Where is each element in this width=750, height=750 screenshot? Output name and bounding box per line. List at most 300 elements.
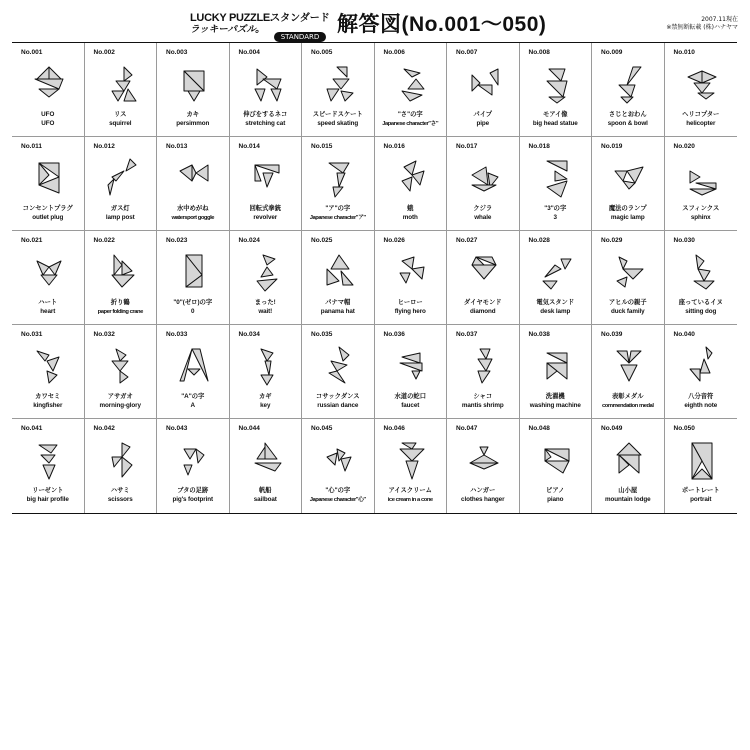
ufo-figure: [33, 63, 65, 107]
puzzle-name-en: desk lamp: [540, 308, 571, 315]
puzzle-cell: [665, 419, 738, 513]
puzzle-number: No.033: [166, 331, 188, 338]
tangram-piece: [400, 273, 410, 283]
tangram-piece: [561, 259, 571, 269]
page-meta: [666, 16, 738, 32]
tangram-piece: [694, 83, 710, 93]
tangram-piece: [35, 79, 63, 89]
puzzle-number: No.026: [383, 237, 405, 244]
puzzle-name-en: morning-glory: [99, 402, 141, 409]
hanger-figure: [468, 439, 500, 483]
puzzle-name-en: stretching cat: [245, 120, 286, 127]
tangram-piece: [124, 89, 136, 101]
tangram-piece: [690, 171, 700, 183]
tangram-piece: [257, 279, 277, 291]
mantis-shrimp-figure: [468, 345, 500, 389]
tangram-piece: [706, 347, 712, 359]
tangram-piece: [43, 465, 55, 479]
letter-a-figure: [178, 345, 210, 389]
puzzle-cell: [302, 137, 375, 231]
tangram-piece: [472, 75, 480, 91]
number-3-figure: [541, 157, 573, 201]
puzzle-cell: [12, 137, 85, 231]
puzzle-name-en: flying hero: [394, 308, 426, 315]
puzzle-number: No.014: [238, 143, 260, 150]
puzzle-cell: [302, 231, 375, 325]
pig-footprint-figure: [178, 439, 210, 483]
tangram-piece: [333, 79, 349, 89]
puzzle-name-en: sailboat: [253, 496, 277, 503]
big-hair-figure: [33, 439, 65, 483]
tangram-piece: [263, 173, 273, 187]
puzzle-name-en: ice cream in a cone: [387, 497, 433, 503]
outlet-plug-figure: [33, 157, 65, 201]
tangram-piece: [490, 69, 498, 85]
puzzle-name-en: 0: [191, 308, 195, 315]
tangram-piece: [337, 173, 345, 187]
puzzle-number: No.018: [528, 143, 550, 150]
mountain-lodge-figure: [613, 439, 645, 483]
number-0-figure: [178, 251, 210, 295]
tangram-piece: [39, 445, 57, 453]
wait-figure: [251, 251, 283, 295]
puzzle-name-jp: "3"の字: [544, 205, 567, 212]
puzzle-name-en: watersport goggle: [171, 215, 215, 221]
puzzle-number: No.031: [21, 331, 43, 338]
speed-skating-figure: [323, 63, 355, 107]
tangram-piece: [329, 371, 345, 383]
washing-machine-figure: [541, 345, 573, 389]
puzzle-name-jp: コサックダンス: [315, 393, 360, 400]
puzzle-cell: [520, 419, 593, 513]
puzzle-number: No.022: [93, 237, 115, 244]
diamond-figure: [468, 251, 500, 295]
puzzle-number: No.028: [528, 237, 550, 244]
puzzle-number: No.042: [93, 425, 115, 432]
puzzle-number: No.021: [21, 237, 43, 244]
puzzle-name-en: washing machine: [529, 402, 581, 409]
puzzle-cell: [665, 325, 738, 419]
tangram-piece: [265, 443, 277, 459]
puzzle-cell: [375, 231, 448, 325]
tangram-piece: [702, 71, 716, 83]
puzzle-name-jp: リーゼント: [32, 487, 64, 494]
tangram-piece: [694, 281, 714, 289]
russian-dance-figure: [323, 345, 355, 389]
puzzle-name-jp: まった!: [254, 299, 276, 306]
puzzle-name-jp: ピアノ: [546, 487, 565, 494]
tangram-piece: [188, 91, 200, 101]
scissors-figure: [106, 439, 138, 483]
tangram-piece: [617, 351, 629, 363]
puzzle-name-en: big hair profile: [26, 496, 69, 503]
panama-hat-figure: [323, 251, 355, 295]
revolver-figure: [251, 157, 283, 201]
puzzle-number: No.015: [311, 143, 333, 150]
tangram-piece: [327, 453, 337, 465]
puzzle-number: No.008: [528, 49, 550, 56]
puzzle-name-en: sphinx: [690, 214, 711, 221]
puzzle-number: No.036: [383, 331, 405, 338]
puzzle-name-en: sitting dog: [685, 308, 717, 315]
tangram-piece: [122, 443, 130, 457]
puzzle-cell: [375, 137, 448, 231]
puzzle-cell: [157, 419, 230, 513]
puzzle-cell: [447, 137, 520, 231]
puzzle-name-jp: カワセミ: [35, 393, 61, 400]
puzzle-name-jp: ハート: [38, 299, 58, 306]
tangram-piece: [49, 67, 61, 79]
puzzle-name-jp: 電気スタンド: [536, 299, 575, 306]
grid-row: [12, 43, 737, 137]
lamp-post-figure: [106, 157, 138, 201]
puzzle-cell: [520, 137, 593, 231]
tangram-piece: [261, 267, 273, 277]
tangram-piece: [700, 359, 710, 373]
brand-name-kana: ラッキーパズル。: [190, 24, 265, 35]
puzzle-number: No.045: [311, 425, 333, 432]
puzzle-name-en: russian dance: [317, 402, 359, 409]
grid-row: [12, 231, 737, 325]
tangram-piece: [327, 89, 339, 101]
puzzle-name-en: eighth note: [684, 402, 718, 409]
duck-family-figure: [613, 251, 645, 295]
puzzle-name-en: faucet: [401, 402, 420, 409]
tangram-piece: [478, 85, 492, 95]
tangram-piece: [472, 265, 496, 279]
puzzle-cell: [302, 419, 375, 513]
puzzle-name-jp: ヒーロー: [397, 299, 423, 306]
puzzle-cell: [447, 325, 520, 419]
puzzle-name-en: UFO: [41, 120, 55, 127]
puzzle-number: No.039: [601, 331, 623, 338]
puzzle-number: No.024: [238, 237, 260, 244]
puzzle-name-jp: パイプ: [473, 111, 493, 118]
puzzle-name-jp: シャコ: [473, 393, 493, 400]
puzzle-name-jp: 座っているイヌ: [678, 299, 723, 306]
tangram-piece: [621, 365, 637, 381]
tangram-piece: [126, 159, 136, 171]
puzzle-name-en: speed skating: [317, 120, 359, 127]
puzzle-cell: [12, 419, 85, 513]
puzzle-name-jp: さじとおわん: [608, 111, 647, 118]
grid-row: [12, 419, 737, 513]
puzzle-name-en: outlet plug: [32, 214, 64, 221]
puzzle-number: No.044: [238, 425, 260, 432]
puzzle-name-en: mountain lodge: [605, 496, 651, 503]
tangram-piece: [255, 165, 279, 173]
tangram-piece: [39, 89, 59, 97]
puzzle-number: No.019: [601, 143, 623, 150]
desk-lamp-figure: [541, 251, 573, 295]
puzzle-name-jp: 魔法のランプ: [608, 205, 647, 212]
puzzle-name-en: magic lamp: [610, 214, 645, 221]
puzzle-name-jp: パナマ帽: [325, 299, 351, 306]
puzzle-number: No.038: [528, 331, 550, 338]
puzzle-cell: [665, 231, 738, 325]
puzzle-number: No.007: [456, 49, 478, 56]
puzzle-name-jp: リス: [114, 111, 127, 118]
puzzle-name-jp: "ア"の字: [325, 205, 351, 212]
tangram-piece: [37, 261, 49, 275]
puzzle-number: No.029: [601, 237, 623, 244]
puzzle-name-jp: ダイヤモンド: [463, 299, 502, 306]
tangram-piece: [688, 71, 702, 83]
puzzle-name-jp: コンセントプラグ: [22, 205, 73, 212]
puzzle-name-en: whale: [474, 214, 492, 221]
edition-kana: スタンダード: [270, 13, 330, 24]
puzzle-cell: [447, 419, 520, 513]
tangram-piece: [49, 261, 61, 275]
tangram-piece: [617, 443, 641, 455]
tangram-piece: [122, 261, 132, 275]
puzzle-number: No.005: [311, 49, 333, 56]
puzzle-name-jp: アヒルの親子: [608, 299, 647, 306]
puzzle-number: No.010: [673, 49, 695, 56]
brand-logo: [190, 12, 273, 35]
tangram-piece: [472, 167, 488, 185]
tangram-piece: [549, 97, 565, 103]
puzzle-name-jp: ガス灯: [110, 205, 130, 212]
puzzle-number: No.047: [456, 425, 478, 432]
puzzle-name-jp: UFO: [41, 111, 55, 118]
portrait-figure: [686, 439, 718, 483]
puzzle-number: No.009: [601, 49, 623, 56]
tangram-piece: [112, 457, 122, 467]
puzzle-name-en: revolver: [253, 214, 278, 221]
tangram-piece: [196, 165, 208, 181]
tangram-piece: [184, 465, 192, 475]
puzzle-name-jp: 八分音符: [688, 393, 714, 400]
tangram-piece: [412, 371, 420, 379]
puzzle-cell: [302, 325, 375, 419]
puzzle-name-en: commendation medal: [602, 403, 654, 409]
puzzle-number: No.004: [238, 49, 260, 56]
puzzle-number: No.048: [528, 425, 550, 432]
puzzle-name-jp: スピードスケート: [312, 111, 363, 118]
tangram-piece: [329, 163, 349, 173]
tangram-piece: [261, 349, 273, 361]
eighth-note-figure: [686, 345, 718, 389]
tangram-piece: [480, 349, 490, 359]
tangram-piece: [263, 255, 275, 265]
tangram-piece: [124, 67, 132, 81]
tangram-piece: [412, 171, 424, 185]
tangram-piece: [615, 171, 627, 181]
puzzle-number: No.001: [21, 49, 43, 56]
sphinx-figure: [686, 157, 718, 201]
tangram-piece: [333, 187, 343, 197]
tangram-piece: [339, 347, 349, 361]
puzzle-cell: [375, 419, 448, 513]
tangram-piece: [261, 375, 273, 385]
puzzle-name-en: A: [190, 402, 195, 409]
tangram-piece: [265, 361, 271, 375]
tangram-piece: [341, 271, 353, 285]
puzzle-name-jp: アサガオ: [107, 393, 133, 400]
tangram-piece: [257, 447, 265, 459]
puzzle-name-en: spoon & bowl: [607, 120, 648, 127]
tangram-piece: [412, 267, 424, 279]
puzzle-name-en: clothes hanger: [461, 496, 505, 503]
tangram-piece: [555, 171, 567, 181]
puzzle-cell: [12, 231, 85, 325]
puzzle-name-en: lamp post: [105, 214, 135, 221]
tangram-piece: [122, 457, 132, 477]
tangram-piece: [400, 449, 424, 461]
puzzle-number: No.002: [93, 49, 115, 56]
puzzle-cell: [592, 43, 665, 137]
puzzle-name-jp: "0"(ゼロ)の字: [173, 299, 213, 306]
ice-cream-figure: [396, 439, 428, 483]
puzzle-name-jp: カギ: [258, 393, 272, 400]
moth-figure: [396, 157, 428, 201]
character-kokoro-figure: [323, 439, 355, 483]
puzzle-cell: [12, 43, 85, 137]
tangram-piece: [331, 255, 349, 269]
puzzle-name-jp: ブタの足跡: [177, 487, 209, 494]
tangram-piece: [545, 461, 569, 473]
answer-grid: [12, 42, 737, 514]
page-header: [0, 0, 750, 42]
puzzle-name-jp: 水中めがね: [177, 205, 209, 212]
spoon-bowl-figure: [613, 63, 645, 107]
puzzle-cell: [592, 231, 665, 325]
puzzle-name-en: helicopter: [686, 120, 716, 127]
tangram-piece: [116, 349, 126, 361]
puzzle-number: No.016: [383, 143, 405, 150]
tangram-piece: [41, 275, 57, 285]
tangram-piece: [480, 447, 488, 455]
character-sa-figure: [396, 63, 428, 107]
puzzle-number: No.050: [673, 425, 695, 432]
puzzle-name-jp: 帆船: [258, 487, 272, 494]
puzzle-number: No.043: [166, 425, 188, 432]
puzzle-cell: [85, 325, 158, 419]
puzzle-cell: [157, 137, 230, 231]
tangram-piece: [690, 189, 716, 195]
puzzle-name-jp: クジラ: [473, 205, 493, 212]
tangram-piece: [192, 349, 208, 381]
goggle-figure: [178, 157, 210, 201]
piano-figure: [541, 439, 573, 483]
tangram-piece: [37, 67, 49, 79]
edition-label: [270, 13, 330, 43]
puzzle-name-jp: 洗濯機: [545, 393, 565, 400]
puzzle-cell: [85, 231, 158, 325]
tangram-piece: [617, 277, 627, 287]
puzzle-cell: [157, 325, 230, 419]
puzzle-name-en: wait!: [258, 308, 273, 315]
puzzle-name-jp: 伸びをするネコ: [243, 111, 288, 118]
key-figure: [251, 345, 283, 389]
tangram-piece: [263, 79, 281, 89]
tangram-piece: [549, 69, 565, 81]
puzzle-name-jp: 折り鶴: [110, 299, 130, 306]
puzzle-number: No.012: [93, 143, 115, 150]
puzzle-name-jp: モアイ像: [542, 111, 568, 118]
puzzle-name-jp: "A"の字: [181, 393, 205, 400]
puzzle-cell: [592, 419, 665, 513]
puzzle-number: No.011: [21, 143, 42, 150]
puzzle-cell: [85, 419, 158, 513]
tangram-piece: [696, 183, 716, 189]
tangram-piece: [627, 167, 643, 183]
puzzle-number: No.041: [21, 425, 43, 432]
tangram-piece: [402, 353, 420, 363]
puzzle-cell: [12, 325, 85, 419]
tangram-piece: [112, 275, 134, 287]
puzzle-name-en: squirrel: [109, 120, 132, 127]
tangram-piece: [255, 165, 261, 181]
tangram-piece: [327, 269, 339, 285]
puzzle-name-en: paper folding crane: [97, 309, 143, 315]
puzzle-name-en: Japanese character"心": [309, 497, 366, 503]
puzzle-name-en: big head statue: [532, 120, 578, 127]
tangram-piece: [188, 369, 200, 375]
puzzle-name-en: heart: [40, 308, 56, 315]
puzzle-name-en: pig's footprint: [172, 496, 214, 503]
tangram-piece: [547, 161, 567, 171]
puzzle-name-jp: 蛾: [407, 205, 414, 212]
puzzle-name-jp: アイスクリーム: [388, 487, 432, 494]
puzzle-number: No.034: [238, 331, 260, 338]
tangram-piece: [406, 461, 418, 479]
puzzle-name-en: kingfisher: [33, 402, 63, 409]
puzzle-number: No.049: [601, 425, 623, 432]
puzzle-name-jp: 表彰メダル: [612, 393, 644, 400]
pipe-figure: [468, 63, 500, 107]
puzzle-name-en: moth: [402, 214, 418, 221]
puzzle-name-jp: ヘリコプター: [682, 111, 720, 118]
puzzle-cell: [302, 43, 375, 137]
tangram-piece: [341, 91, 353, 101]
tangram-piece: [47, 357, 59, 371]
grid-row: [12, 137, 737, 231]
tangram-piece: [112, 91, 124, 101]
tangram-piece: [37, 351, 49, 361]
puzzle-number: No.023: [166, 237, 188, 244]
persimmon-figure: [178, 63, 210, 107]
puzzle-number: No.025: [311, 237, 333, 244]
puzzle-cell: [665, 137, 738, 231]
puzzle-cell: [230, 137, 303, 231]
tangram-piece: [696, 255, 704, 269]
puzzle-name-jp: ハンガー: [470, 487, 496, 494]
puzzle-cell: [520, 231, 593, 325]
puzzle-number: No.020: [673, 143, 695, 150]
tangram-piece: [114, 255, 122, 275]
puzzle-cell: [592, 137, 665, 231]
sitting-dog-figure: [686, 251, 718, 295]
tangram-piece: [108, 179, 114, 195]
puzzle-number: No.035: [311, 331, 333, 338]
tangram-piece: [404, 69, 420, 77]
tangram-piece: [41, 455, 55, 463]
puzzle-name-en: Japanese character"ア": [309, 215, 366, 221]
page-title: 解答図(No.001〜050): [337, 13, 547, 36]
big-head-statue-figure: [541, 63, 573, 107]
tangram-piece: [180, 165, 192, 181]
flying-hero-figure: [396, 251, 428, 295]
tangram-piece: [271, 89, 281, 101]
puzzle-cell: [375, 43, 448, 137]
puzzle-name-en: key: [260, 402, 271, 409]
tangram-piece: [619, 85, 635, 97]
puzzle-name-en: diamond: [469, 308, 496, 315]
puzzle-number: No.030: [673, 237, 695, 244]
edition-badge: STANDARD: [274, 32, 327, 42]
